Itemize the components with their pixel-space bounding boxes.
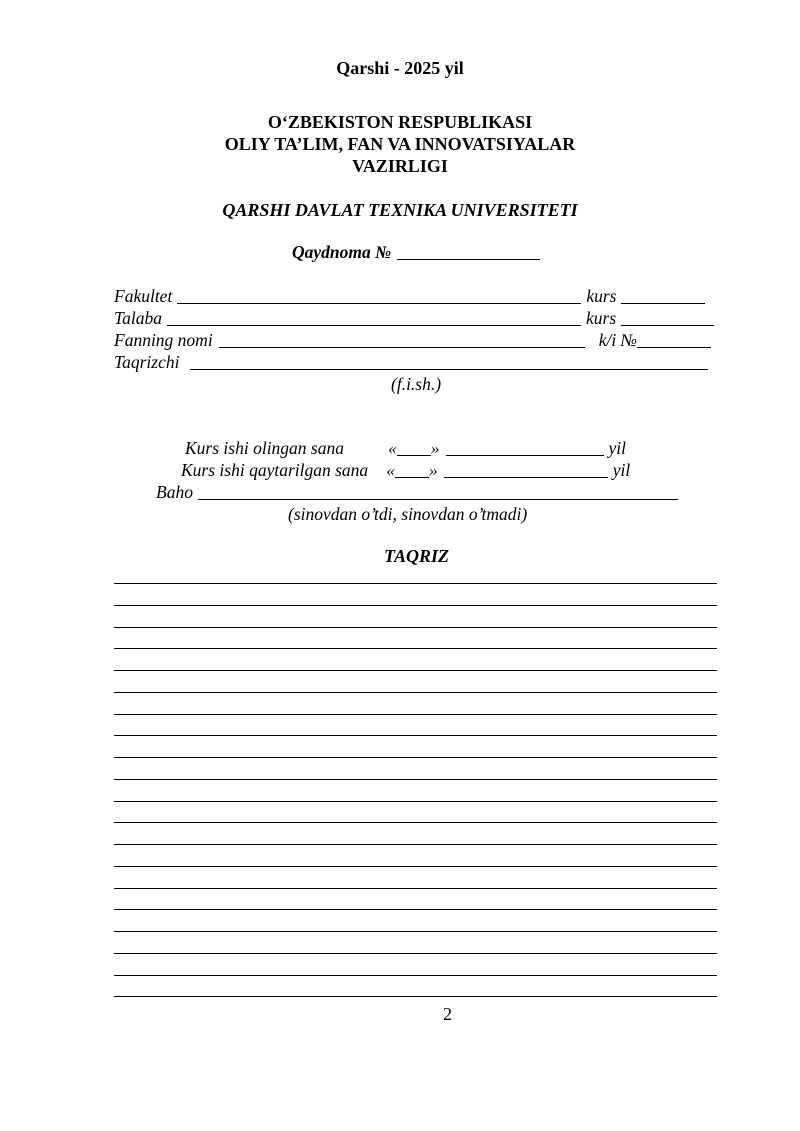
returned-label: Kurs ishi qaytarilgan sana <box>181 460 369 480</box>
faculty-field[interactable] <box>177 288 581 304</box>
review-line[interactable] <box>114 692 717 693</box>
received-quote-open: « <box>388 438 397 458</box>
review-line[interactable] <box>114 583 717 584</box>
ministry-line-1: O‘ZBEKISTON RESPUBLIKASI <box>267 112 533 132</box>
review-line[interactable] <box>114 779 717 780</box>
returned-year-suffix: yil <box>612 460 631 480</box>
city-year: Qarshi - 2025 yil <box>336 58 464 78</box>
review-line[interactable] <box>114 888 717 889</box>
ministry-line-2: OLIY TA’LIM, FAN VA INNOVATSIYALAR <box>224 134 576 154</box>
returned-quote-close: » <box>428 460 438 480</box>
grade-label: Baho <box>156 482 193 502</box>
review-line[interactable] <box>114 605 717 606</box>
review-line[interactable] <box>114 735 717 736</box>
fish-note: (f.i.sh.) <box>391 374 442 394</box>
review-title: TAQRIZ <box>384 546 450 566</box>
returned-month-field[interactable] <box>444 462 608 478</box>
received-date-row <box>185 438 626 458</box>
grade-note: (sinovdan o’tdi, sinovdan o’tmadi) <box>288 504 528 524</box>
review-line[interactable] <box>114 909 717 910</box>
record-number-field[interactable] <box>397 244 540 260</box>
course-label: kurs <box>586 286 617 306</box>
page-number: 2 <box>443 1004 452 1024</box>
faculty-label: Fakultet <box>114 286 173 306</box>
record-number-row <box>292 242 540 262</box>
received-month-field[interactable] <box>446 440 604 456</box>
course-label-2: kurs <box>586 308 617 328</box>
university-name: QARSHI DAVLAT TEXNIKA UNIVERSITETI <box>222 200 578 220</box>
grade-row <box>156 482 678 502</box>
reviewer-field[interactable] <box>190 354 708 370</box>
record-label: Qaydnoma № <box>292 242 392 262</box>
received-year-suffix: yil <box>608 438 626 458</box>
returned-date-row <box>181 460 630 480</box>
kw-field[interactable] <box>637 332 711 348</box>
reviewer-label: Taqrizchi <box>114 352 180 372</box>
received-label: Kurs ishi olingan sana <box>185 438 344 458</box>
review-line[interactable] <box>114 801 717 802</box>
subject-field[interactable] <box>219 332 585 348</box>
review-line[interactable] <box>114 714 717 715</box>
subject-label: Fanning nomi <box>114 330 213 350</box>
faculty-row <box>114 286 705 306</box>
kw-label: k/i № <box>598 330 638 350</box>
review-line[interactable] <box>114 975 717 976</box>
review-line[interactable] <box>114 822 717 823</box>
student-row <box>114 308 714 328</box>
ministry-line-3: VAZIRLIGI <box>352 156 448 176</box>
reviewer-row <box>114 352 708 372</box>
subject-row <box>114 330 711 350</box>
received-quote-close: » <box>430 438 440 458</box>
review-line[interactable] <box>114 627 717 628</box>
review-line[interactable] <box>114 648 717 649</box>
review-line[interactable] <box>114 996 717 997</box>
course-field-2[interactable] <box>621 310 714 326</box>
review-line[interactable] <box>114 670 717 671</box>
grade-field[interactable] <box>198 484 678 500</box>
course-field[interactable] <box>621 288 705 304</box>
review-line[interactable] <box>114 931 717 932</box>
returned-day-field[interactable] <box>395 462 429 478</box>
review-line[interactable] <box>114 757 717 758</box>
review-line[interactable] <box>114 953 717 954</box>
student-field[interactable] <box>167 310 581 326</box>
review-line[interactable] <box>114 866 717 867</box>
review-line[interactable] <box>114 844 717 845</box>
student-label: Talaba <box>114 308 162 328</box>
returned-quote-open: « <box>386 460 395 480</box>
received-day-field[interactable] <box>397 440 431 456</box>
